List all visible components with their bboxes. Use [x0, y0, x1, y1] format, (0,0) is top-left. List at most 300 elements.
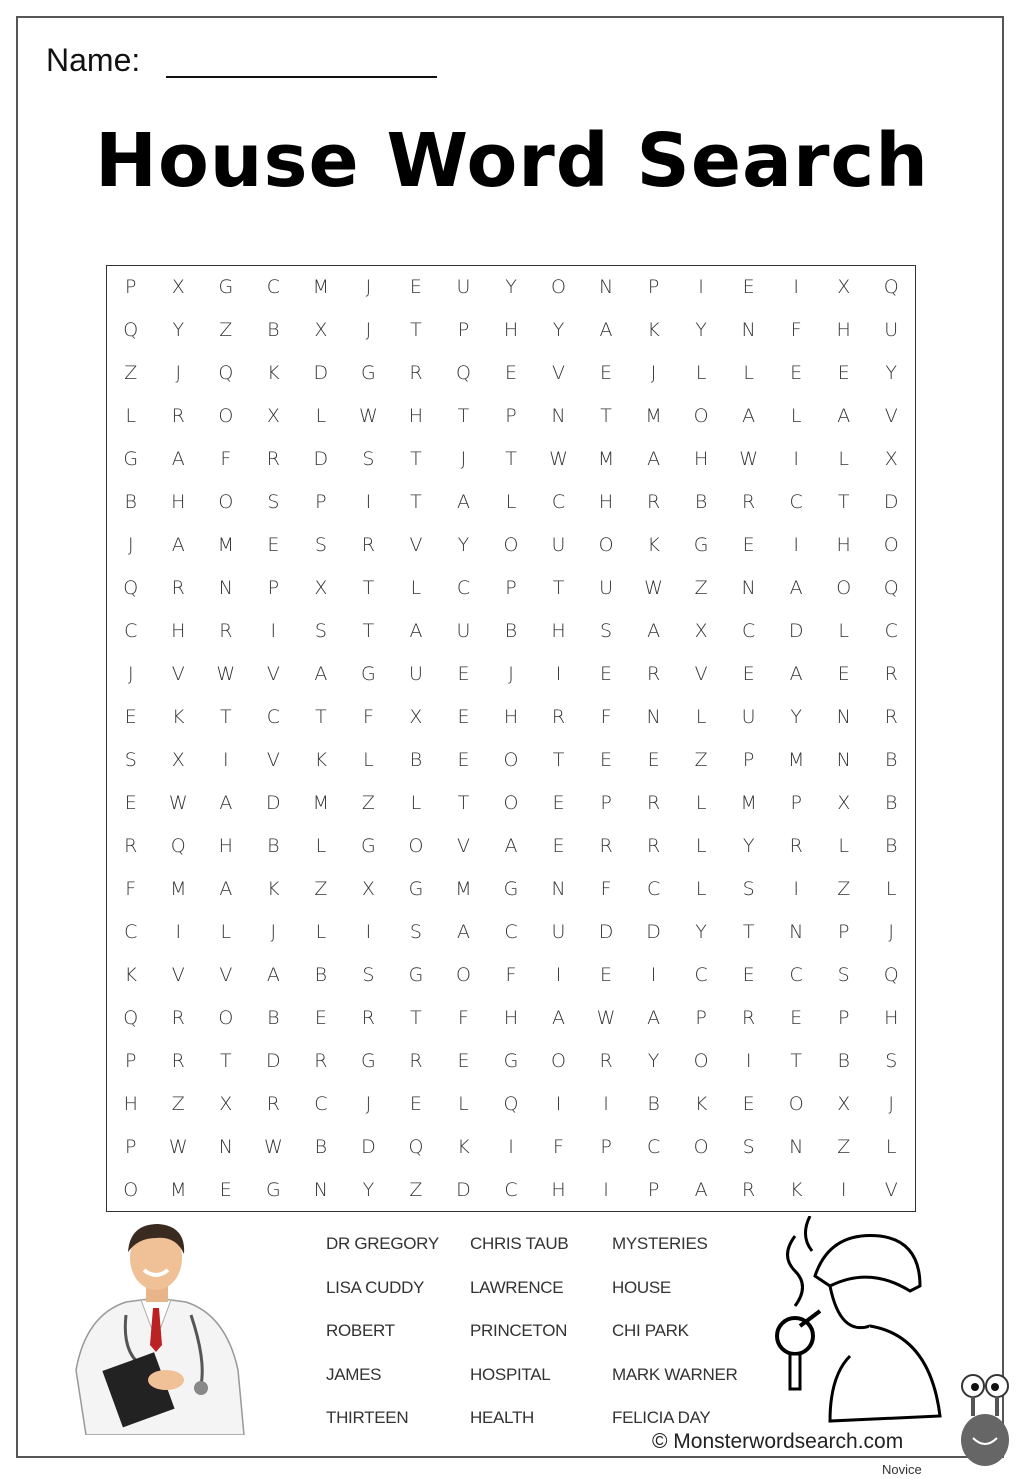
- grid-cell: O: [408, 834, 424, 857]
- grid-cell: I: [175, 920, 182, 943]
- word-list-item: HEALTH: [470, 1408, 535, 1427]
- grid-cell: T: [457, 405, 470, 428]
- grid-cell: G: [361, 663, 376, 686]
- grid-cell: P: [457, 319, 470, 342]
- grid-cell: C: [646, 877, 661, 900]
- grid-cell: L: [695, 834, 707, 857]
- grid-cell: N: [313, 1178, 328, 1201]
- grid-cell: O: [598, 534, 614, 557]
- grid-cell: B: [314, 1135, 328, 1158]
- grid-cell: U: [456, 620, 471, 643]
- grid-cell: N: [551, 877, 566, 900]
- word-list-item: FELICIA DAY: [612, 1408, 711, 1427]
- grid-cell: T: [410, 491, 422, 514]
- grid-cell: I: [745, 1049, 752, 1072]
- grid-cell: U: [551, 920, 566, 943]
- grid-cell: I: [650, 963, 657, 986]
- grid-cell: U: [741, 706, 756, 728]
- grid-cell: G: [361, 362, 376, 385]
- grid-cell: L: [885, 1135, 897, 1158]
- grid-cell: K: [694, 1092, 708, 1115]
- grid-cell: L: [363, 748, 374, 771]
- grid-cell: A: [409, 620, 423, 643]
- grid-cell: Q: [123, 577, 139, 600]
- grid-cell: Q: [218, 362, 234, 385]
- grid-cell: L: [885, 877, 897, 900]
- grid-cell: C: [789, 963, 803, 986]
- grid-cell: A: [647, 1006, 661, 1029]
- grid-cell: Z: [219, 319, 233, 342]
- grid-cell: A: [171, 534, 185, 557]
- grid-cell: X: [314, 319, 328, 342]
- grid-cell: H: [551, 1178, 566, 1201]
- grid-cell: R: [124, 834, 138, 857]
- grid-cell: O: [218, 1006, 234, 1029]
- grid-cell: E: [457, 706, 470, 728]
- grid-cell: D: [788, 620, 804, 643]
- grid-cell: E: [742, 276, 755, 299]
- grid-cell: B: [267, 319, 280, 342]
- grid-cell: O: [218, 405, 234, 428]
- grid-cell: I: [555, 1092, 562, 1115]
- grid-cell: Y: [695, 319, 707, 342]
- grid-cell: D: [598, 920, 614, 943]
- grid-cell: A: [742, 405, 756, 428]
- grid-cell: Q: [883, 963, 899, 986]
- grid-cell: I: [840, 1178, 847, 1201]
- grid-cell: T: [742, 920, 755, 943]
- grid-cell: J: [175, 362, 182, 385]
- word-list-item: CHRIS TAUB: [470, 1234, 569, 1253]
- grid-cell: Z: [837, 1135, 851, 1158]
- grid-cell: Q: [408, 1135, 424, 1158]
- grid-cell: B: [409, 748, 423, 771]
- grid-cell: E: [742, 963, 755, 986]
- grid-cell: B: [124, 491, 137, 514]
- grid-cell: E: [124, 791, 137, 814]
- page-title: House Word Search: [95, 118, 929, 204]
- grid-cell: T: [362, 620, 375, 643]
- grid-cell: Q: [123, 319, 139, 342]
- grid-cell: R: [599, 834, 613, 857]
- grid-cell: E: [600, 663, 613, 686]
- grid-cell: Y: [172, 319, 185, 342]
- grid-cell: I: [508, 1135, 514, 1158]
- grid-cell: H: [408, 405, 424, 428]
- grid-cell: A: [219, 877, 233, 900]
- grid-cell: L: [838, 834, 849, 857]
- grid-cell: V: [266, 663, 280, 686]
- grid-cell: E: [790, 1006, 803, 1029]
- grid-cell: Z: [837, 877, 851, 900]
- grid-cell: J: [888, 1092, 895, 1115]
- grid-cell: R: [742, 1178, 756, 1201]
- grid-cell: V: [171, 663, 185, 686]
- grid-cell: B: [647, 1092, 660, 1115]
- grid-cell: L: [790, 405, 802, 428]
- grid-cell: J: [650, 362, 657, 385]
- grid-cell: L: [458, 1092, 469, 1115]
- grid-cell: B: [504, 620, 518, 643]
- grid-cell: W: [549, 448, 568, 471]
- grid-cell: R: [314, 1049, 328, 1072]
- grid-cell: Y: [457, 534, 470, 557]
- grid-cell: T: [220, 1049, 232, 1072]
- grid-cell: Y: [552, 319, 565, 342]
- grid-cell: Y: [742, 834, 755, 857]
- grid-cell: Z: [694, 577, 708, 600]
- grid-cell: T: [362, 577, 375, 600]
- grid-cell: Y: [647, 1049, 660, 1072]
- grid-cell: B: [267, 834, 280, 857]
- grid-cell: L: [695, 706, 707, 728]
- grid-cell: O: [788, 1092, 804, 1115]
- grid-cell: C: [646, 1135, 661, 1158]
- grid-cell: J: [460, 448, 467, 471]
- grid-cell: L: [743, 362, 754, 385]
- grid-cell: N: [598, 276, 614, 299]
- grid-cell: P: [315, 491, 327, 514]
- grid-cell: C: [456, 577, 471, 600]
- grid-cell: X: [266, 405, 280, 428]
- grid-cell: X: [837, 276, 851, 299]
- grid-cell: C: [504, 1178, 518, 1201]
- grid-cell: X: [837, 791, 851, 814]
- grid-cell: K: [789, 1178, 803, 1201]
- grid-cell: R: [884, 663, 898, 686]
- grid-cell: H: [836, 319, 851, 342]
- grid-cell: F: [220, 448, 232, 471]
- grid-cell: R: [742, 1006, 756, 1029]
- grid-cell: H: [503, 1006, 519, 1029]
- grid-cell: A: [504, 834, 518, 857]
- grid-cell: N: [218, 577, 233, 600]
- grid-cell: J: [888, 920, 895, 943]
- grid-cell: P: [790, 791, 802, 814]
- grid-cell: J: [127, 663, 134, 686]
- grid-cell: G: [361, 1049, 376, 1072]
- copyright-text: © Monsterwordsearch.com: [652, 1430, 904, 1453]
- grid-cell: D: [266, 791, 281, 814]
- grid-cell: R: [171, 1049, 185, 1072]
- grid-cell: I: [793, 877, 799, 900]
- grid-cell: R: [361, 1006, 375, 1029]
- grid-cell: E: [314, 1006, 327, 1029]
- grid-cell: A: [171, 448, 185, 471]
- grid-cell: O: [693, 1049, 709, 1072]
- grid-cell: A: [789, 577, 803, 600]
- grid-cell: Q: [883, 276, 899, 299]
- grid-cell: A: [789, 663, 803, 686]
- grid-cell: U: [408, 663, 423, 686]
- grid-cell: E: [742, 1092, 755, 1115]
- grid-cell: R: [742, 491, 756, 514]
- grid-cell: A: [219, 791, 233, 814]
- grid-cell: C: [266, 276, 280, 299]
- grid-cell: R: [646, 791, 661, 814]
- grid-cell: R: [266, 1092, 280, 1115]
- grid-cell: O: [503, 791, 519, 814]
- grid-cell: V: [456, 834, 470, 857]
- grid-cell: F: [505, 963, 517, 986]
- grid-cell: S: [742, 877, 755, 900]
- grid-cell: I: [793, 534, 799, 557]
- grid-cell: H: [693, 448, 709, 471]
- grid-cell: P: [125, 1135, 137, 1158]
- grid-cell: E: [742, 663, 755, 686]
- grid-cell: A: [837, 405, 851, 428]
- grid-cell: L: [695, 877, 707, 900]
- grid-cell: O: [693, 405, 709, 428]
- grid-cell: L: [315, 834, 327, 857]
- grid-cell: T: [410, 319, 422, 342]
- word-list-item: LISA CUDDY: [326, 1277, 425, 1297]
- grid-cell: I: [555, 663, 562, 686]
- grid-cell: T: [410, 448, 422, 471]
- grid-cell: P: [600, 1135, 612, 1158]
- grid-cell: K: [647, 319, 660, 342]
- grid-cell: J: [365, 1092, 372, 1115]
- grid-cell: D: [646, 920, 661, 943]
- grid-cell: V: [266, 748, 280, 771]
- grid-cell: L: [505, 491, 517, 514]
- grid-cell: B: [885, 791, 898, 814]
- grid-cell: I: [555, 963, 562, 986]
- grid-cell: B: [885, 834, 898, 857]
- grid-cell: G: [408, 877, 424, 900]
- grid-cell: J: [365, 276, 372, 299]
- grid-cell: O: [551, 1049, 566, 1072]
- grid-cell: X: [837, 1092, 851, 1115]
- grid-cell: L: [315, 920, 327, 943]
- grid-cell: W: [216, 663, 236, 686]
- grid-cell: X: [314, 577, 328, 600]
- grid-cell: G: [693, 534, 709, 557]
- grid-cell: E: [552, 834, 565, 857]
- difficulty-level: Novice: [882, 1462, 922, 1477]
- grid-cell: Q: [503, 1092, 519, 1115]
- grid-cell: C: [551, 491, 566, 514]
- word-list-item: JAMES: [326, 1364, 382, 1384]
- grid-cell: N: [646, 706, 661, 728]
- grid-cell: E: [790, 362, 803, 385]
- grid-cell: A: [599, 319, 613, 342]
- grid-cell: Q: [883, 577, 899, 600]
- grid-cell: E: [552, 791, 565, 814]
- grid-cell: U: [551, 534, 566, 557]
- name-label: Name:: [46, 42, 141, 78]
- grid-cell: P: [837, 920, 850, 943]
- grid-cell: M: [455, 877, 472, 900]
- grid-cell: S: [409, 920, 422, 943]
- grid-cell: N: [836, 748, 851, 771]
- grid-cell: B: [694, 491, 708, 514]
- grid-cell: A: [647, 448, 661, 471]
- grid-cell: S: [314, 534, 327, 557]
- grid-cell: R: [551, 706, 566, 728]
- grid-cell: W: [596, 1006, 616, 1029]
- grid-cell: P: [647, 276, 660, 299]
- grid-cell: L: [838, 620, 849, 643]
- grid-cell: P: [125, 276, 137, 299]
- word-list-item: DR GREGORY: [326, 1234, 439, 1253]
- grid-cell: R: [361, 534, 375, 557]
- grid-cell: T: [220, 706, 232, 728]
- grid-cell: N: [218, 1135, 233, 1158]
- grid-cell: L: [695, 362, 707, 385]
- grid-cell: O: [836, 577, 852, 600]
- grid-cell: I: [270, 620, 277, 643]
- grid-cell: D: [313, 362, 329, 385]
- grid-cell: R: [171, 405, 185, 428]
- grid-cell: M: [645, 405, 662, 428]
- word-list-item: ROBERT: [326, 1321, 395, 1340]
- grid-cell: P: [600, 791, 612, 814]
- grid-cell: Y: [362, 1178, 375, 1201]
- grid-cell: M: [597, 448, 615, 471]
- grid-cell: G: [408, 963, 424, 986]
- grid-cell: F: [362, 706, 374, 728]
- grid-cell: J: [508, 663, 514, 686]
- grid-cell: M: [170, 1178, 187, 1201]
- grid-cell: F: [600, 877, 612, 900]
- grid-cell: M: [787, 748, 805, 771]
- grid-cell: L: [838, 448, 849, 471]
- grid-cell: R: [219, 620, 233, 643]
- grid-cell: C: [124, 920, 138, 943]
- grid-cell: H: [884, 1006, 899, 1029]
- grid-cell: V: [409, 534, 423, 557]
- grid-cell: C: [504, 920, 518, 943]
- grid-cell: O: [551, 276, 566, 299]
- grid-cell: U: [599, 577, 613, 600]
- grid-cell: H: [171, 491, 186, 514]
- grid-cell: T: [552, 748, 565, 771]
- grid-cell: M: [170, 877, 187, 900]
- grid-cell: D: [883, 491, 899, 514]
- word-list-item: CHI PARK: [612, 1321, 689, 1340]
- grid-cell: R: [884, 706, 898, 728]
- grid-cell: C: [124, 620, 138, 643]
- grid-cell: X: [219, 1092, 233, 1115]
- word-list-item: MYSTERIES: [612, 1234, 708, 1253]
- grid-cell: E: [600, 362, 613, 385]
- grid-cell: N: [789, 1135, 804, 1158]
- grid-cell: R: [409, 362, 423, 385]
- grid-cell: I: [603, 1092, 609, 1115]
- grid-cell: E: [457, 1049, 470, 1072]
- grid-cell: R: [409, 1049, 423, 1072]
- grid-cell: E: [457, 663, 470, 686]
- grid-cell: K: [314, 748, 328, 771]
- word-list-item: PRINCETON: [470, 1321, 568, 1340]
- grid-cell: X: [694, 620, 708, 643]
- grid-cell: Z: [171, 1092, 185, 1115]
- grid-cell: E: [504, 362, 517, 385]
- grid-cell: B: [314, 963, 328, 986]
- grid-cell: W: [263, 1135, 283, 1158]
- grid-cell: M: [740, 791, 757, 814]
- grid-cell: L: [220, 920, 232, 943]
- grid-cell: B: [837, 1049, 850, 1072]
- grid-cell: W: [644, 577, 663, 600]
- grid-cell: S: [885, 1049, 898, 1072]
- grid-cell: V: [694, 663, 708, 686]
- grid-cell: S: [124, 748, 137, 771]
- grid-cell: N: [741, 577, 756, 600]
- grid-cell: P: [742, 748, 755, 771]
- grid-cell: K: [172, 706, 185, 728]
- grid-cell: N: [836, 706, 851, 728]
- grid-cell: F: [125, 877, 137, 900]
- grid-cell: E: [124, 706, 137, 728]
- grid-cell: G: [123, 448, 139, 471]
- grid-cell: E: [267, 534, 280, 557]
- grid-cell: I: [365, 491, 372, 514]
- grid-cell: N: [789, 920, 804, 943]
- word-list-item: LAWRENCE: [470, 1277, 564, 1297]
- grid-cell: T: [790, 1049, 802, 1072]
- grid-cell: Z: [361, 791, 375, 814]
- grid-cell: O: [503, 748, 519, 771]
- grid-cell: H: [218, 834, 233, 857]
- name-line: [166, 76, 437, 78]
- grid-cell: M: [217, 534, 235, 557]
- grid-cell: Y: [505, 276, 517, 299]
- grid-cell: U: [884, 319, 899, 342]
- grid-cell: O: [503, 534, 519, 557]
- grid-cell: R: [266, 448, 280, 471]
- grid-cell: H: [503, 706, 519, 728]
- grid-cell: S: [742, 1135, 755, 1158]
- grid-cell: K: [267, 362, 280, 385]
- grid-cell: K: [267, 877, 280, 900]
- word-search-grid: [106, 265, 916, 1212]
- grid-cell: C: [314, 1092, 328, 1115]
- grid-cell: G: [265, 1178, 281, 1201]
- grid-cell: T: [457, 791, 470, 814]
- grid-cell: G: [218, 276, 234, 299]
- grid-cell: R: [599, 1049, 613, 1072]
- grid-cell: N: [741, 319, 756, 342]
- grid-cell: V: [552, 362, 566, 385]
- grid-cell: E: [600, 963, 613, 986]
- grid-cell: G: [361, 834, 376, 857]
- grid-cell: Q: [455, 362, 471, 385]
- grid-cell: A: [456, 920, 470, 943]
- grid-cell: L: [315, 405, 327, 428]
- grid-cell: H: [123, 1092, 138, 1115]
- grid-cell: X: [409, 706, 423, 728]
- grid-cell: Z: [409, 1178, 423, 1201]
- grid-cell: F: [600, 706, 612, 728]
- grid-cell: Q: [170, 834, 186, 857]
- grid-cell: Q: [123, 1006, 139, 1029]
- grid-cell: L: [410, 577, 422, 600]
- grid-cell: M: [312, 791, 330, 814]
- grid-cell: P: [505, 577, 517, 600]
- grid-cell: X: [171, 748, 185, 771]
- grid-cell: L: [125, 405, 137, 428]
- grid-cell: P: [647, 1178, 660, 1201]
- grid-cell: Y: [885, 362, 898, 385]
- grid-cell: E: [837, 362, 850, 385]
- grid-cell: P: [267, 577, 280, 600]
- grid-cell: I: [793, 276, 799, 299]
- grid-cell: G: [503, 1049, 519, 1072]
- grid-cell: P: [125, 1049, 137, 1072]
- grid-cell: S: [267, 491, 280, 514]
